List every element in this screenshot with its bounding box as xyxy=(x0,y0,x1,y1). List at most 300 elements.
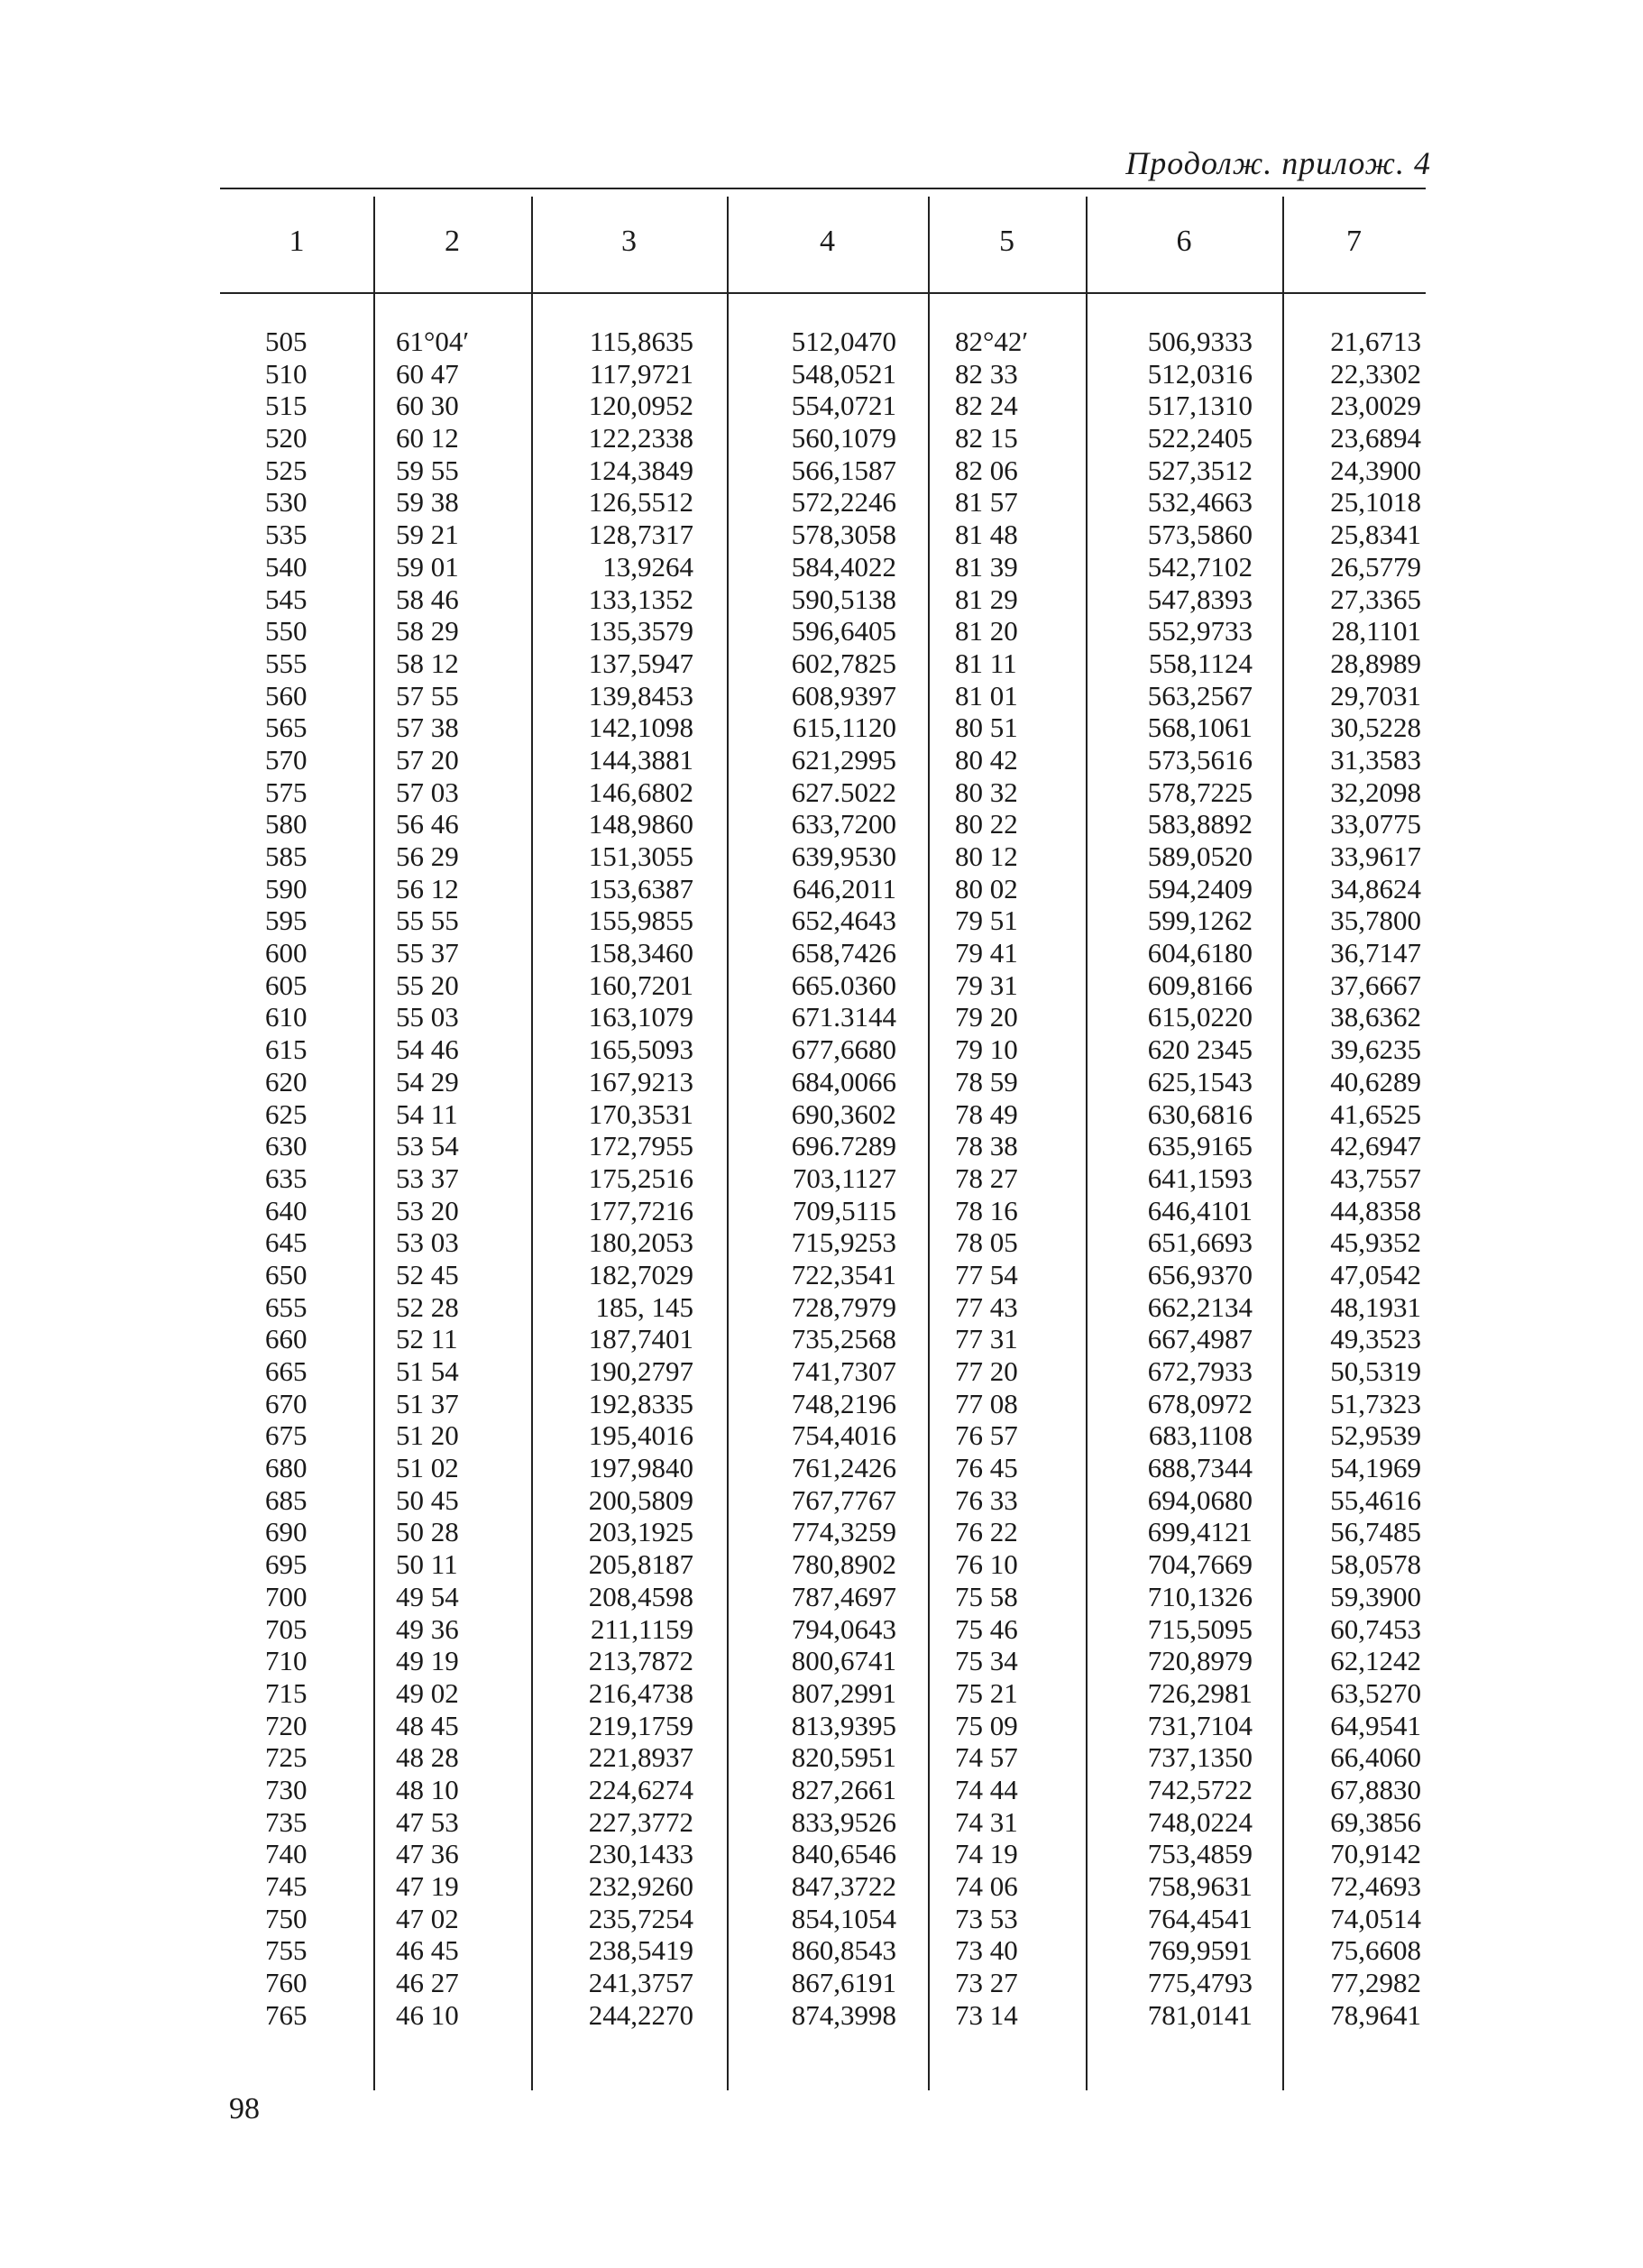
table-cell: 55 03 xyxy=(396,1001,459,1033)
table-cell: 50 28 xyxy=(396,1516,459,1548)
table-cell: 735,2568 xyxy=(791,1323,896,1355)
table-cell: 646,2011 xyxy=(792,872,896,904)
table-cell: 128,7317 xyxy=(588,519,693,551)
table-cell: 115,8635 xyxy=(589,326,693,357)
table-cell: 726,2981 xyxy=(1147,1676,1253,1709)
table-cell: 672,7933 xyxy=(1147,1355,1253,1387)
table-cell: 658,7426 xyxy=(791,937,896,969)
table-row xyxy=(220,1388,1426,1420)
table-cell: 775,4793 xyxy=(1147,1967,1253,1999)
table-cell: 690 xyxy=(265,1516,307,1548)
table-cell: 35,7800 xyxy=(1330,904,1421,937)
table-cell: 72,4693 xyxy=(1330,1870,1421,1902)
table-cell: 21,6713 xyxy=(1330,326,1421,357)
table-cell: 715,5095 xyxy=(1147,1612,1253,1645)
table-cell: 82 24 xyxy=(955,390,1018,422)
table-cell: 79 51 xyxy=(955,904,1018,937)
table-cell: 79 10 xyxy=(955,1033,1018,1066)
table-cell: 80 22 xyxy=(955,808,1018,840)
table-cell: 645 xyxy=(265,1226,307,1259)
table-cell: 167,9213 xyxy=(588,1065,693,1097)
table-top-rule xyxy=(220,188,1426,189)
table-row xyxy=(220,1774,1426,1806)
table-cell: 615 xyxy=(265,1033,307,1066)
table-cell: 74 57 xyxy=(955,1741,1018,1774)
header-bottom-rule xyxy=(220,292,1426,294)
table-cell: 655 xyxy=(265,1290,307,1323)
table-cell: 565 xyxy=(265,712,307,744)
table-cell: 73 53 xyxy=(955,1902,1018,1934)
table-cell: 208,4598 xyxy=(588,1580,693,1612)
table-row xyxy=(220,1870,1426,1903)
table-cell: 77 31 xyxy=(955,1323,1018,1355)
table-cell: 720 xyxy=(265,1709,307,1741)
table-cell: 158,3460 xyxy=(588,937,693,969)
table-cell: 139,8453 xyxy=(588,679,693,712)
table-cell: 48,1931 xyxy=(1330,1290,1421,1323)
table-cell: 67,8830 xyxy=(1330,1773,1421,1805)
table-row xyxy=(220,776,1426,809)
table-cell: 550 xyxy=(265,615,307,647)
table-cell: 73 40 xyxy=(955,1934,1018,1967)
table-cell: 635,9165 xyxy=(1147,1130,1253,1162)
table-cell: 745 xyxy=(265,1870,307,1902)
table-cell: 238,5419 xyxy=(588,1934,693,1967)
table-cell: 767,7767 xyxy=(791,1483,896,1516)
table-cell: 590,5138 xyxy=(791,583,896,615)
table-cell: 50 11 xyxy=(396,1548,458,1581)
table-cell: 49 36 xyxy=(396,1612,459,1645)
table-cell: 780,8902 xyxy=(791,1548,896,1581)
table-cell: 615,1120 xyxy=(792,712,896,744)
table-cell: 44,8358 xyxy=(1330,1194,1421,1226)
table-cell: 599,1262 xyxy=(1147,904,1253,937)
table-cell: 55 55 xyxy=(396,904,459,937)
table-cell: 23,6894 xyxy=(1330,422,1421,455)
table-row xyxy=(220,840,1426,873)
table-cell: 725 xyxy=(265,1741,307,1774)
table-cell: 29,7031 xyxy=(1330,679,1421,712)
table-row xyxy=(220,1323,1426,1355)
table-cell: 195,4016 xyxy=(588,1419,693,1452)
table-cell: 78 59 xyxy=(955,1065,1018,1097)
table-cell: 703,1127 xyxy=(792,1162,896,1194)
data-table xyxy=(220,188,1426,2090)
table-cell: 53 03 xyxy=(396,1226,459,1259)
table-cell: 730 xyxy=(265,1773,307,1805)
table-cell: 39,6235 xyxy=(1330,1033,1421,1066)
table-cell: 548,0521 xyxy=(791,357,896,390)
table-cell: 515 xyxy=(265,390,307,422)
table-cell: 787,4697 xyxy=(791,1580,896,1612)
table-row xyxy=(220,1967,1426,1999)
table-cell: 605 xyxy=(265,969,307,1001)
table-cell: 82 33 xyxy=(955,357,1018,390)
table-cell: 61°04′ xyxy=(396,326,470,357)
table-cell: 517,1310 xyxy=(1147,390,1253,422)
table-cell: 630,6816 xyxy=(1147,1097,1253,1130)
table-cell: 671.3144 xyxy=(791,1001,896,1033)
table-row xyxy=(220,873,1426,905)
table-cell: 813,9395 xyxy=(791,1709,896,1741)
table-cell: 680 xyxy=(265,1452,307,1484)
table-cell: 620 xyxy=(265,1065,307,1097)
table-cell: 720,8979 xyxy=(1147,1645,1253,1677)
table-cell: 211,1159 xyxy=(591,1612,693,1645)
table-cell: 58 46 xyxy=(396,583,459,615)
table-cell: 43,7557 xyxy=(1330,1162,1421,1194)
table-cell: 600 xyxy=(265,937,307,969)
table-cell: 627.5022 xyxy=(791,776,896,808)
table-cell: 60 30 xyxy=(396,390,459,422)
table-cell: 82 06 xyxy=(955,454,1018,486)
table-row xyxy=(220,615,1426,647)
table-cell: 530 xyxy=(265,486,307,519)
table-cell: 49 19 xyxy=(396,1645,459,1677)
table-cell: 73 14 xyxy=(955,1998,1018,2031)
table-cell: 760 xyxy=(265,1967,307,1999)
table-cell: 81 11 xyxy=(955,647,1017,679)
table-cell: 662,2134 xyxy=(1147,1290,1253,1323)
table-row xyxy=(220,1195,1426,1227)
table-cell: 151,3055 xyxy=(588,840,693,872)
table-cell: 807,2991 xyxy=(791,1676,896,1709)
table-cell: 120,0952 xyxy=(588,390,693,422)
table-cell: 572,2246 xyxy=(791,486,896,519)
table-cell: 512,0316 xyxy=(1147,357,1253,390)
table-cell: 81 57 xyxy=(955,486,1018,519)
table-cell: 506,9333 xyxy=(1147,326,1253,357)
table-cell: 758,9631 xyxy=(1147,1870,1253,1902)
table-cell: 53 54 xyxy=(396,1130,459,1162)
table-cell: 589,0520 xyxy=(1147,840,1253,872)
table-cell: 47 36 xyxy=(396,1838,459,1870)
table-cell: 146,6802 xyxy=(588,776,693,808)
table-cell: 26,5779 xyxy=(1330,550,1421,583)
table-row xyxy=(220,1645,1426,1677)
table-cell: 56 46 xyxy=(396,808,459,840)
table-cell: 42,6947 xyxy=(1330,1130,1421,1162)
table-cell: 53 37 xyxy=(396,1162,459,1194)
table-cell: 867,6191 xyxy=(791,1967,896,1999)
table-cell: 47 02 xyxy=(396,1902,459,1934)
table-cell: 133,1352 xyxy=(588,583,693,615)
table-cell: 57 20 xyxy=(396,743,459,776)
table-row xyxy=(220,1259,1426,1291)
table-cell: 583,8892 xyxy=(1147,808,1253,840)
table-cell: 547,8393 xyxy=(1147,583,1253,615)
table-cell: 76 45 xyxy=(955,1452,1018,1484)
table-cell: 532,4663 xyxy=(1147,486,1253,519)
table-row xyxy=(220,1934,1426,1967)
table-row xyxy=(220,712,1426,744)
table-cell: 585 xyxy=(265,840,307,872)
table-cell: 28,1101 xyxy=(1331,615,1421,647)
table-cell: 584,4022 xyxy=(791,550,896,583)
table-row xyxy=(220,1033,1426,1066)
table-row xyxy=(220,1741,1426,1774)
table-cell: 54 29 xyxy=(396,1065,459,1097)
table-cell: 49 02 xyxy=(396,1676,459,1709)
table-cell: 748,0224 xyxy=(1147,1805,1253,1838)
table-cell: 650 xyxy=(265,1258,307,1290)
table-row xyxy=(220,1999,1426,2032)
table-cell: 30,5228 xyxy=(1330,712,1421,744)
table-cell: 55 37 xyxy=(396,937,459,969)
table-cell: 78 38 xyxy=(955,1130,1018,1162)
table-cell: 34,8624 xyxy=(1330,872,1421,904)
table-cell: 52 28 xyxy=(396,1290,459,1323)
table-cell: 76 22 xyxy=(955,1516,1018,1548)
table-cell: 512,0470 xyxy=(791,326,896,357)
table-cell: 54 46 xyxy=(396,1033,459,1066)
table-cell: 74 44 xyxy=(955,1773,1018,1805)
table-cell: 80 51 xyxy=(955,712,1018,744)
table-cell: 522,2405 xyxy=(1147,422,1253,455)
table-row xyxy=(220,1130,1426,1162)
table-cell: 51 02 xyxy=(396,1452,459,1484)
table-cell: 25,8341 xyxy=(1330,519,1421,551)
table-cell: 573,5860 xyxy=(1147,519,1253,551)
table-cell: 177,7216 xyxy=(588,1194,693,1226)
table-cell: 51 37 xyxy=(396,1387,459,1419)
table-cell: 78 49 xyxy=(955,1097,1018,1130)
table-cell: 710 xyxy=(265,1645,307,1677)
table-cell: 578,3058 xyxy=(791,519,896,551)
table-cell: 678,0972 xyxy=(1147,1387,1253,1419)
table-cell: 241,3757 xyxy=(588,1967,693,1999)
table-cell: 710,1326 xyxy=(1147,1580,1253,1612)
table-cell: 558,1124 xyxy=(1148,647,1253,679)
table-cell: 77 20 xyxy=(955,1355,1018,1387)
table-cell: 216,4738 xyxy=(588,1676,693,1709)
table-cell: 22,3302 xyxy=(1330,357,1421,390)
table-cell: 77 08 xyxy=(955,1387,1018,1419)
table-cell: 545 xyxy=(265,583,307,615)
table-cell: 48 45 xyxy=(396,1709,459,1741)
table-cell: 163,1079 xyxy=(588,1001,693,1033)
table-cell: 794,0643 xyxy=(791,1612,896,1645)
table-cell: 49,3523 xyxy=(1330,1323,1421,1355)
table-cell: 78 27 xyxy=(955,1162,1018,1194)
table-cell: 77,2982 xyxy=(1330,1967,1421,1999)
table-cell: 854,1054 xyxy=(791,1902,896,1934)
table-cell: 665.0360 xyxy=(791,969,896,1001)
table-row xyxy=(220,390,1426,422)
table-row xyxy=(220,680,1426,712)
table-cell: 74 19 xyxy=(955,1838,1018,1870)
table-cell: 117,9721 xyxy=(589,357,693,390)
table-row xyxy=(220,551,1426,583)
table-cell: 74 31 xyxy=(955,1805,1018,1838)
table-row xyxy=(220,1355,1426,1388)
table-cell: 699,4121 xyxy=(1147,1516,1253,1548)
table-cell: 602,7825 xyxy=(791,647,896,679)
table-cell: 79 31 xyxy=(955,969,1018,1001)
table-cell: 137,5947 xyxy=(588,647,693,679)
table-cell: 700 xyxy=(265,1580,307,1612)
table-cell: 197,9840 xyxy=(588,1452,693,1484)
table-row xyxy=(220,326,1426,358)
table-cell: 761,2426 xyxy=(791,1452,896,1484)
table-row xyxy=(220,583,1426,616)
table-cell: 46 27 xyxy=(396,1967,459,1999)
table-cell: 563,2567 xyxy=(1147,679,1253,712)
table-row xyxy=(220,1452,1426,1484)
table-cell: 205,8187 xyxy=(588,1548,693,1581)
table-cell: 665 xyxy=(265,1355,307,1387)
table-cell: 625 xyxy=(265,1097,307,1130)
table-cell: 57 03 xyxy=(396,776,459,808)
column-header: 1 xyxy=(289,225,305,258)
table-cell: 769,9591 xyxy=(1147,1934,1253,1967)
table-cell: 840,6546 xyxy=(791,1838,896,1870)
table-cell: 180,2053 xyxy=(588,1226,693,1259)
table-cell: 40,6289 xyxy=(1330,1065,1421,1097)
table-cell: 79 20 xyxy=(955,1001,1018,1033)
table-cell: 731,7104 xyxy=(1147,1709,1253,1741)
column-header: 5 xyxy=(999,225,1014,258)
table-cell: 81 39 xyxy=(955,550,1018,583)
table-cell: 520 xyxy=(265,422,307,455)
table-cell: 74,0514 xyxy=(1330,1902,1421,1934)
table-cell: 45,9352 xyxy=(1330,1226,1421,1259)
table-cell: 122,2338 xyxy=(588,422,693,455)
table-cell: 554,0721 xyxy=(791,390,896,422)
table-cell: 646,4101 xyxy=(1147,1194,1253,1226)
table-cell: 148,9860 xyxy=(588,808,693,840)
table-cell: 568,1061 xyxy=(1147,712,1253,744)
table-cell: 560 xyxy=(265,679,307,712)
table-cell: 59 21 xyxy=(396,519,459,551)
table-cell: 741,7307 xyxy=(791,1355,896,1387)
table-cell: 63,5270 xyxy=(1330,1676,1421,1709)
table-cell: 57 55 xyxy=(396,679,459,712)
table-cell: 78 16 xyxy=(955,1194,1018,1226)
table-cell: 53 20 xyxy=(396,1194,459,1226)
table-row xyxy=(220,1001,1426,1033)
table-cell: 82°42′ xyxy=(955,326,1029,357)
table-cell: 82 15 xyxy=(955,422,1018,455)
table-cell: 764,4541 xyxy=(1147,1902,1253,1934)
table-cell: 46 45 xyxy=(396,1934,459,1967)
table-cell: 81 20 xyxy=(955,615,1018,647)
table-row xyxy=(220,1066,1426,1098)
table-cell: 59,3900 xyxy=(1330,1580,1421,1612)
column-header: 2 xyxy=(445,225,460,258)
table-cell: 38,6362 xyxy=(1330,1001,1421,1033)
table-cell: 60,7453 xyxy=(1330,1612,1421,1645)
table-cell: 126,5512 xyxy=(588,486,693,519)
table-row xyxy=(220,1098,1426,1131)
page-number: 98 xyxy=(229,2092,260,2126)
table-cell: 142,1098 xyxy=(588,712,693,744)
table-cell: 833,9526 xyxy=(791,1805,896,1838)
table-cell: 656,9370 xyxy=(1147,1258,1253,1290)
table-row xyxy=(220,1581,1426,1613)
table-cell: 47,0542 xyxy=(1330,1258,1421,1290)
table-cell: 185, 145 xyxy=(595,1290,693,1323)
table-cell: 55 20 xyxy=(396,969,459,1001)
table-cell: 78 05 xyxy=(955,1226,1018,1259)
table-row xyxy=(220,969,1426,1002)
table-cell: 81 48 xyxy=(955,519,1018,551)
table-cell: 77 54 xyxy=(955,1258,1018,1290)
table-cell: 190,2797 xyxy=(588,1355,693,1387)
table-cell: 221,8937 xyxy=(588,1741,693,1774)
table-cell: 635 xyxy=(265,1162,307,1194)
table-cell: 748,2196 xyxy=(791,1387,896,1419)
table-cell: 578,7225 xyxy=(1147,776,1253,808)
table-row xyxy=(220,422,1426,455)
table-cell: 667,4987 xyxy=(1147,1323,1253,1355)
table-cell: 60 12 xyxy=(396,422,459,455)
table-cell: 709,5115 xyxy=(792,1194,896,1226)
table-cell: 58 29 xyxy=(396,615,459,647)
table-cell: 670 xyxy=(265,1387,307,1419)
table-cell: 203,1925 xyxy=(588,1516,693,1548)
table-cell: 827,2661 xyxy=(791,1773,896,1805)
table-cell: 694,0680 xyxy=(1147,1483,1253,1516)
table-cell: 74 06 xyxy=(955,1870,1018,1902)
table-cell: 610 xyxy=(265,1001,307,1033)
table-cell: 37,6667 xyxy=(1330,969,1421,1001)
table-cell: 52 45 xyxy=(396,1258,459,1290)
table-cell: 525 xyxy=(265,454,307,486)
table-cell: 75,6608 xyxy=(1330,1934,1421,1967)
table-cell: 596,6405 xyxy=(791,615,896,647)
table-cell: 32,2098 xyxy=(1330,776,1421,808)
table-cell: 800,6741 xyxy=(791,1645,896,1677)
table-cell: 55,4616 xyxy=(1330,1483,1421,1516)
column-header: 7 xyxy=(1346,225,1362,258)
table-cell: 51 20 xyxy=(396,1419,459,1452)
table-cell: 23,0029 xyxy=(1330,390,1421,422)
table-cell: 50 45 xyxy=(396,1483,459,1516)
table-cell: 64,9541 xyxy=(1330,1709,1421,1741)
table-row xyxy=(220,744,1426,776)
table-cell: 66,4060 xyxy=(1330,1741,1421,1774)
table-cell: 688,7344 xyxy=(1147,1452,1253,1484)
table-cell: 59 38 xyxy=(396,486,459,519)
table-cell: 633,7200 xyxy=(791,808,896,840)
table-cell: 46 10 xyxy=(396,1998,459,2031)
table-cell: 59 55 xyxy=(396,454,459,486)
table-cell: 722,3541 xyxy=(791,1258,896,1290)
table-cell: 48 10 xyxy=(396,1773,459,1805)
table-cell: 69,3856 xyxy=(1330,1805,1421,1838)
table-cell: 47 19 xyxy=(396,1870,459,1902)
table-cell: 80 32 xyxy=(955,776,1018,808)
table-cell: 675 xyxy=(265,1419,307,1452)
table-cell: 135,3579 xyxy=(588,615,693,647)
table-cell: 124,3849 xyxy=(588,454,693,486)
table-cell: 750 xyxy=(265,1902,307,1934)
table-cell: 235,7254 xyxy=(588,1902,693,1934)
table-cell: 144,3881 xyxy=(588,743,693,776)
table-cell: 560,1079 xyxy=(791,422,896,455)
table-cell: 244,2270 xyxy=(588,1998,693,2031)
table-row xyxy=(220,519,1426,551)
table-cell: 573,5616 xyxy=(1147,743,1253,776)
table-cell: 200,5809 xyxy=(588,1483,693,1516)
table-cell: 81 01 xyxy=(955,679,1018,712)
table-cell: 540 xyxy=(265,550,307,583)
table-cell: 187,7401 xyxy=(588,1323,693,1355)
table-row xyxy=(220,358,1426,390)
table-cell: 213,7872 xyxy=(588,1645,693,1677)
table-cell: 49 54 xyxy=(396,1580,459,1612)
